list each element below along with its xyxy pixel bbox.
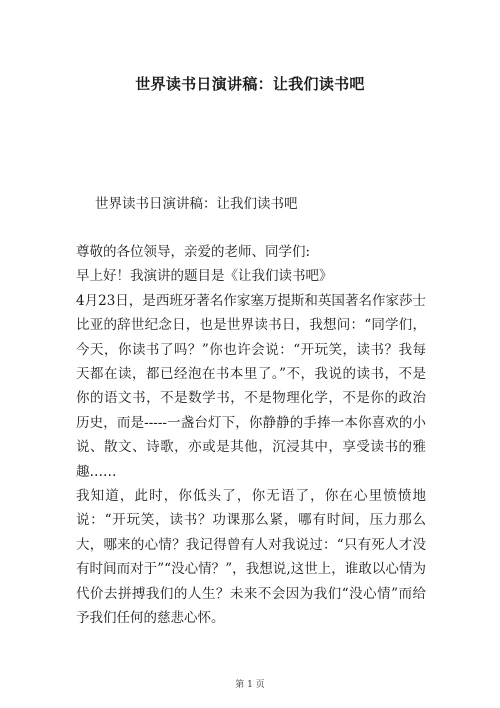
document-subtitle: 世界读书日演讲稿：让我们读书吧 (95, 196, 298, 212)
document-title: 世界读书日演讲稿：让我们读书吧 (135, 75, 365, 93)
paragraph-greeting: 尊敬的各位领导，亲爱的老师、同学们: (76, 244, 311, 260)
paragraph-reading-day: 4月23日，是西班牙著名作家塞万提斯和英国著名作家莎士比亚的辞世纪念日，也是世界读书日，我想问：“同学们，今天，你读书了吗？”你也许会说：“开玩笑，读书？我每天都在读，都已经泡在书本里了。”不，我说的读书，不是你的语文书，不是数学书，不是物理化学，不是你的政治历史，而是-----一盏台灯下，你静静的手捧一本你喜欢的小说、散文、诗歌，亦或是其他，沉浸其中，享受读书的雅趣…… (76, 292, 426, 480)
page-number: 第 1 页 (235, 680, 265, 690)
paragraph-intro: 早上好！我演讲的题目是《让我们读书吧》 (76, 268, 333, 285)
document-body (76, 240, 426, 631)
paragraph-no-time: 我知道，此时，你低头了，你无语了，你在心里愤愤地说：“开玩笑，读书？功课那么紧，哪有时间，压力那么大，哪来的心情？我记得曾有人对我说过：“只有死人才没有时间而对于”“没心情？”，我想说,这世上，谁敢以心情为代价去拼搏我们的人生？未来不会因为我们“没心情”而给予我们任何的慈悲心怀。 (76, 488, 426, 627)
